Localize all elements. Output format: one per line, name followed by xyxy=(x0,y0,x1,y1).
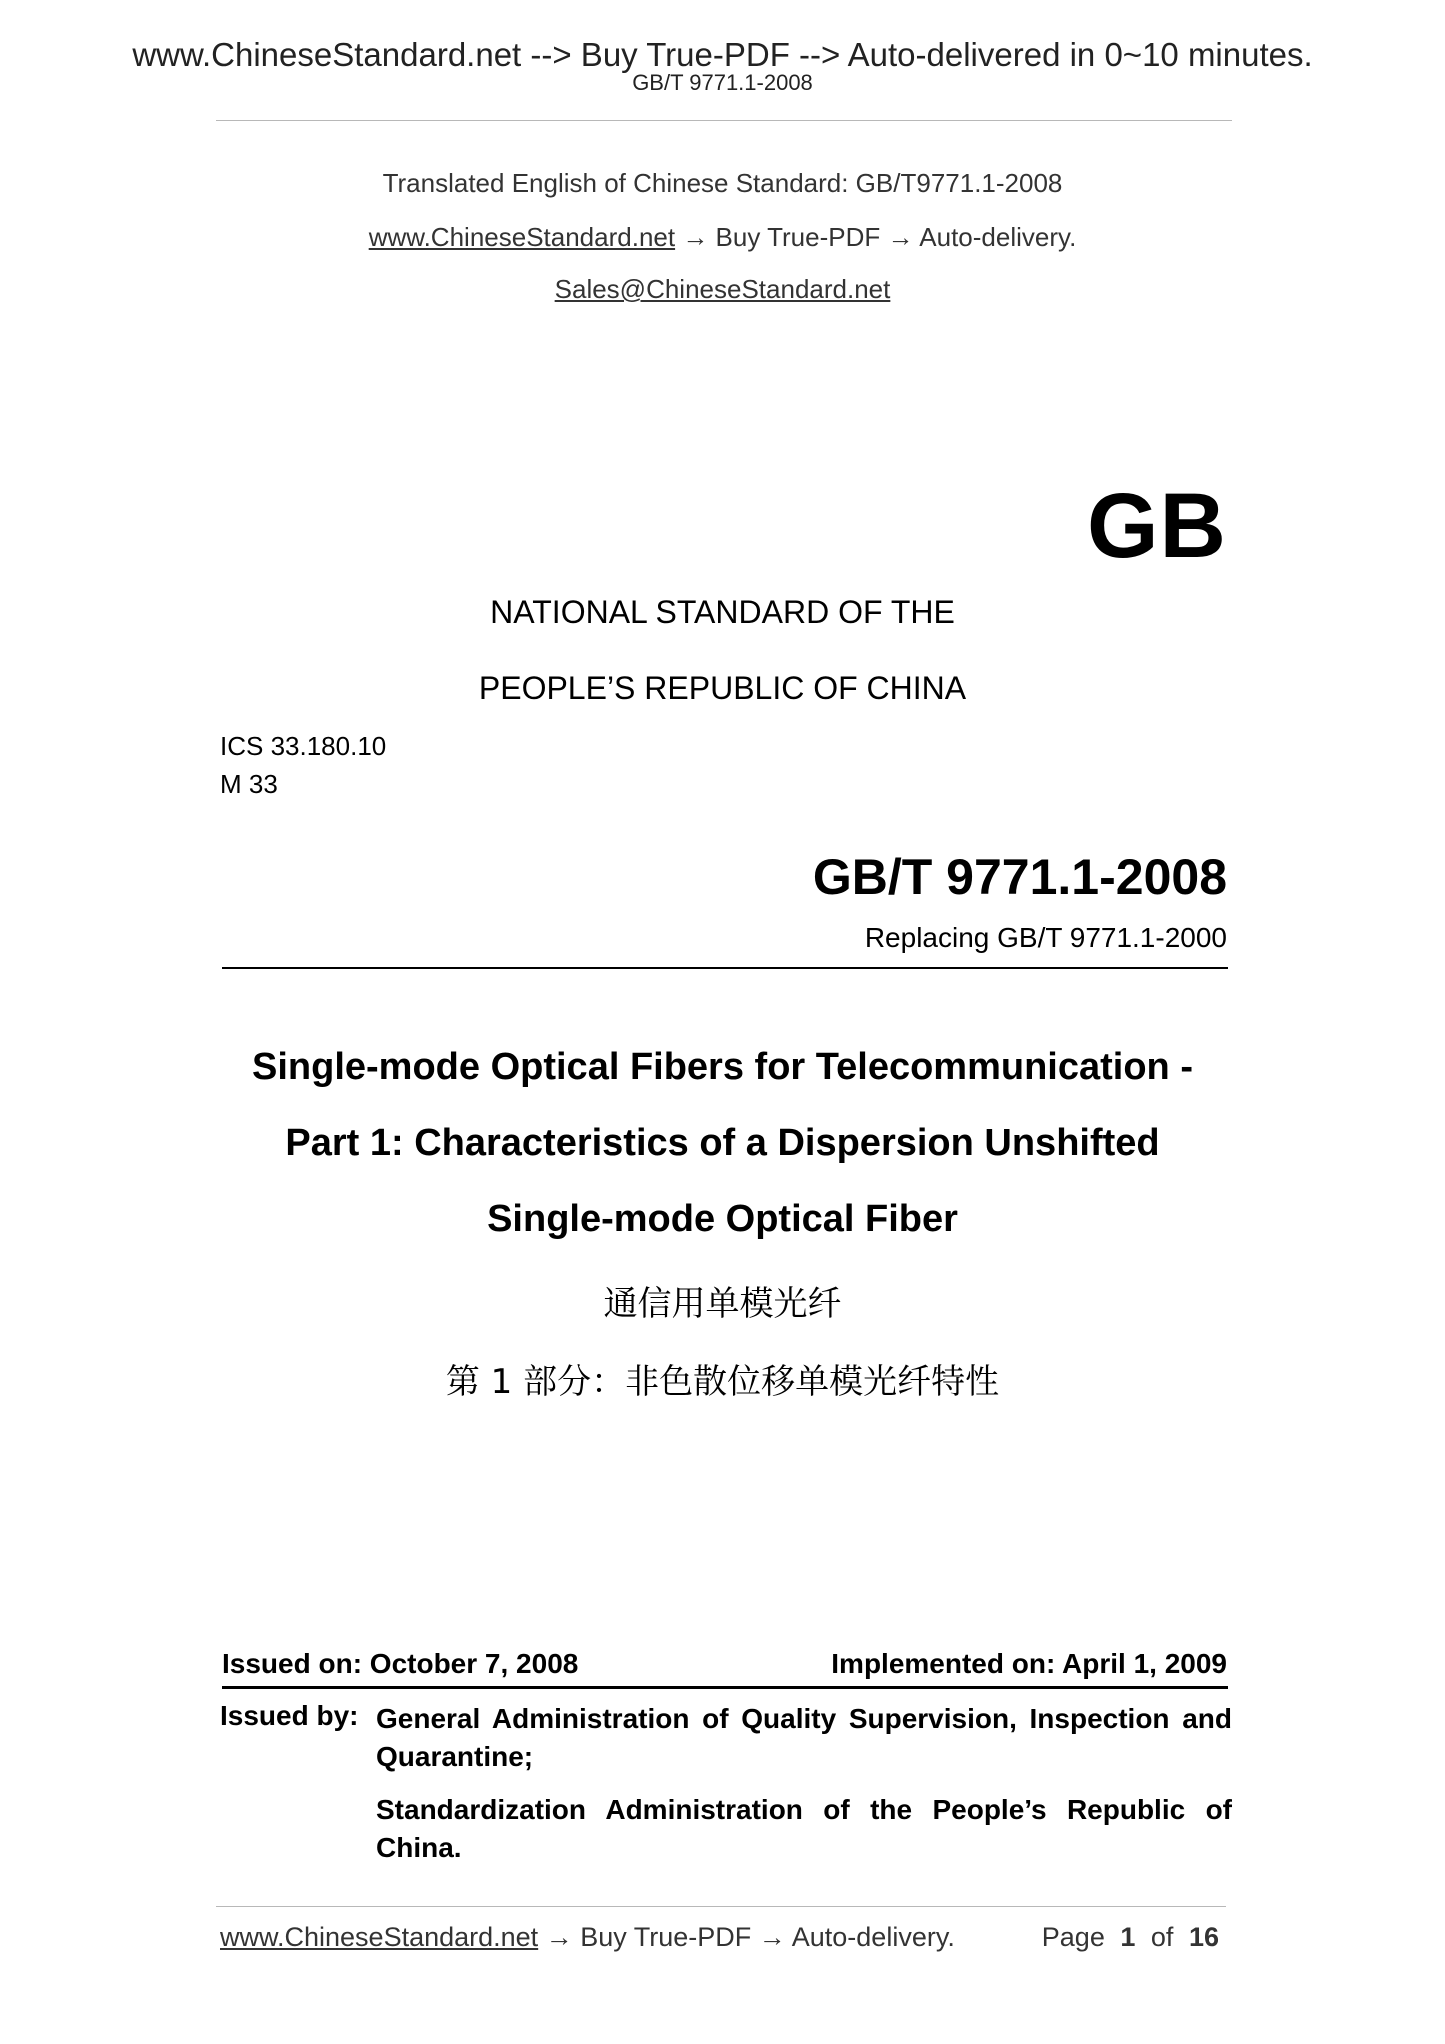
running-head: GB/T 9771.1-2008 xyxy=(632,70,813,95)
top-banner: www.ChineseStandard.net --> Buy True-PDF --> Auto-delivered in 0~10 minutes. xyxy=(132,36,1313,73)
chinese-title-line-2: 第 1 部分：非色散位移单模光纤特性 xyxy=(445,1362,1000,1402)
title-rule xyxy=(222,967,1228,969)
implemented-date: Implemented on: April 1, 2009 xyxy=(831,1648,1227,1679)
gb-mark: GB xyxy=(1087,475,1227,577)
delivery-text: → Buy True-PDF → Auto-delivery. xyxy=(682,222,1077,252)
ics-code: ICS 33.180.10 xyxy=(220,731,387,761)
national-standard-line-2: PEOPLE’S REPUBLIC OF CHINA xyxy=(478,670,967,706)
header-rule xyxy=(216,120,1232,121)
footer-site-link[interactable]: www.ChineseStandard.net xyxy=(220,1922,539,1952)
page-number: 1 xyxy=(1120,1922,1136,1952)
classification-code: M 33 xyxy=(220,769,278,799)
issuing-organization-1: General Administration of Quality Supervision, Inspection and Quarantine; xyxy=(376,1703,1232,1772)
footer-rule xyxy=(216,1906,1226,1907)
site-link[interactable]: www.ChineseStandard.net xyxy=(368,222,676,252)
total-pages: 16 xyxy=(1188,1922,1219,1952)
standard-number: GB/T 9771.1-2008 xyxy=(812,849,1227,905)
translation-note: Translated English of Chinese Standard: GB/T9771.1-2008 xyxy=(382,168,1063,198)
page-indicator xyxy=(1042,1922,1219,1953)
title-line-1: Single-mode Optical Fibers for Telecommunication - xyxy=(252,1046,1193,1088)
email-link[interactable]: Sales@ChineseStandard.net xyxy=(554,274,891,304)
title-line-3: Single-mode Optical Fiber xyxy=(487,1198,958,1240)
issued-date: Issued on: October 7, 2008 xyxy=(222,1648,579,1679)
title-line-2: Part 1: Characteristics of a Dispersion Unshifted xyxy=(285,1122,1160,1164)
dates-rule xyxy=(222,1686,1228,1689)
footer-delivery xyxy=(220,1922,955,1953)
chinese-title-line-1: 通信用单模光纤 xyxy=(603,1284,842,1324)
replacing-standard: Replacing GB/T 9771.1-2000 xyxy=(864,922,1227,953)
of-label: of xyxy=(1150,1922,1174,1952)
national-standard-line-1: NATIONAL STANDARD OF THE xyxy=(490,594,955,630)
footer-delivery-text: → Buy True-PDF → Auto-delivery. xyxy=(545,1922,955,1952)
page-label: Page xyxy=(1041,1922,1105,1952)
delivery-line xyxy=(0,222,1445,253)
issuing-organization-2: Standardization Administration of the People’s Republic of China. xyxy=(376,1794,1232,1863)
issued-by-label: Issued by: xyxy=(220,1700,359,1731)
email-line xyxy=(0,274,1445,305)
